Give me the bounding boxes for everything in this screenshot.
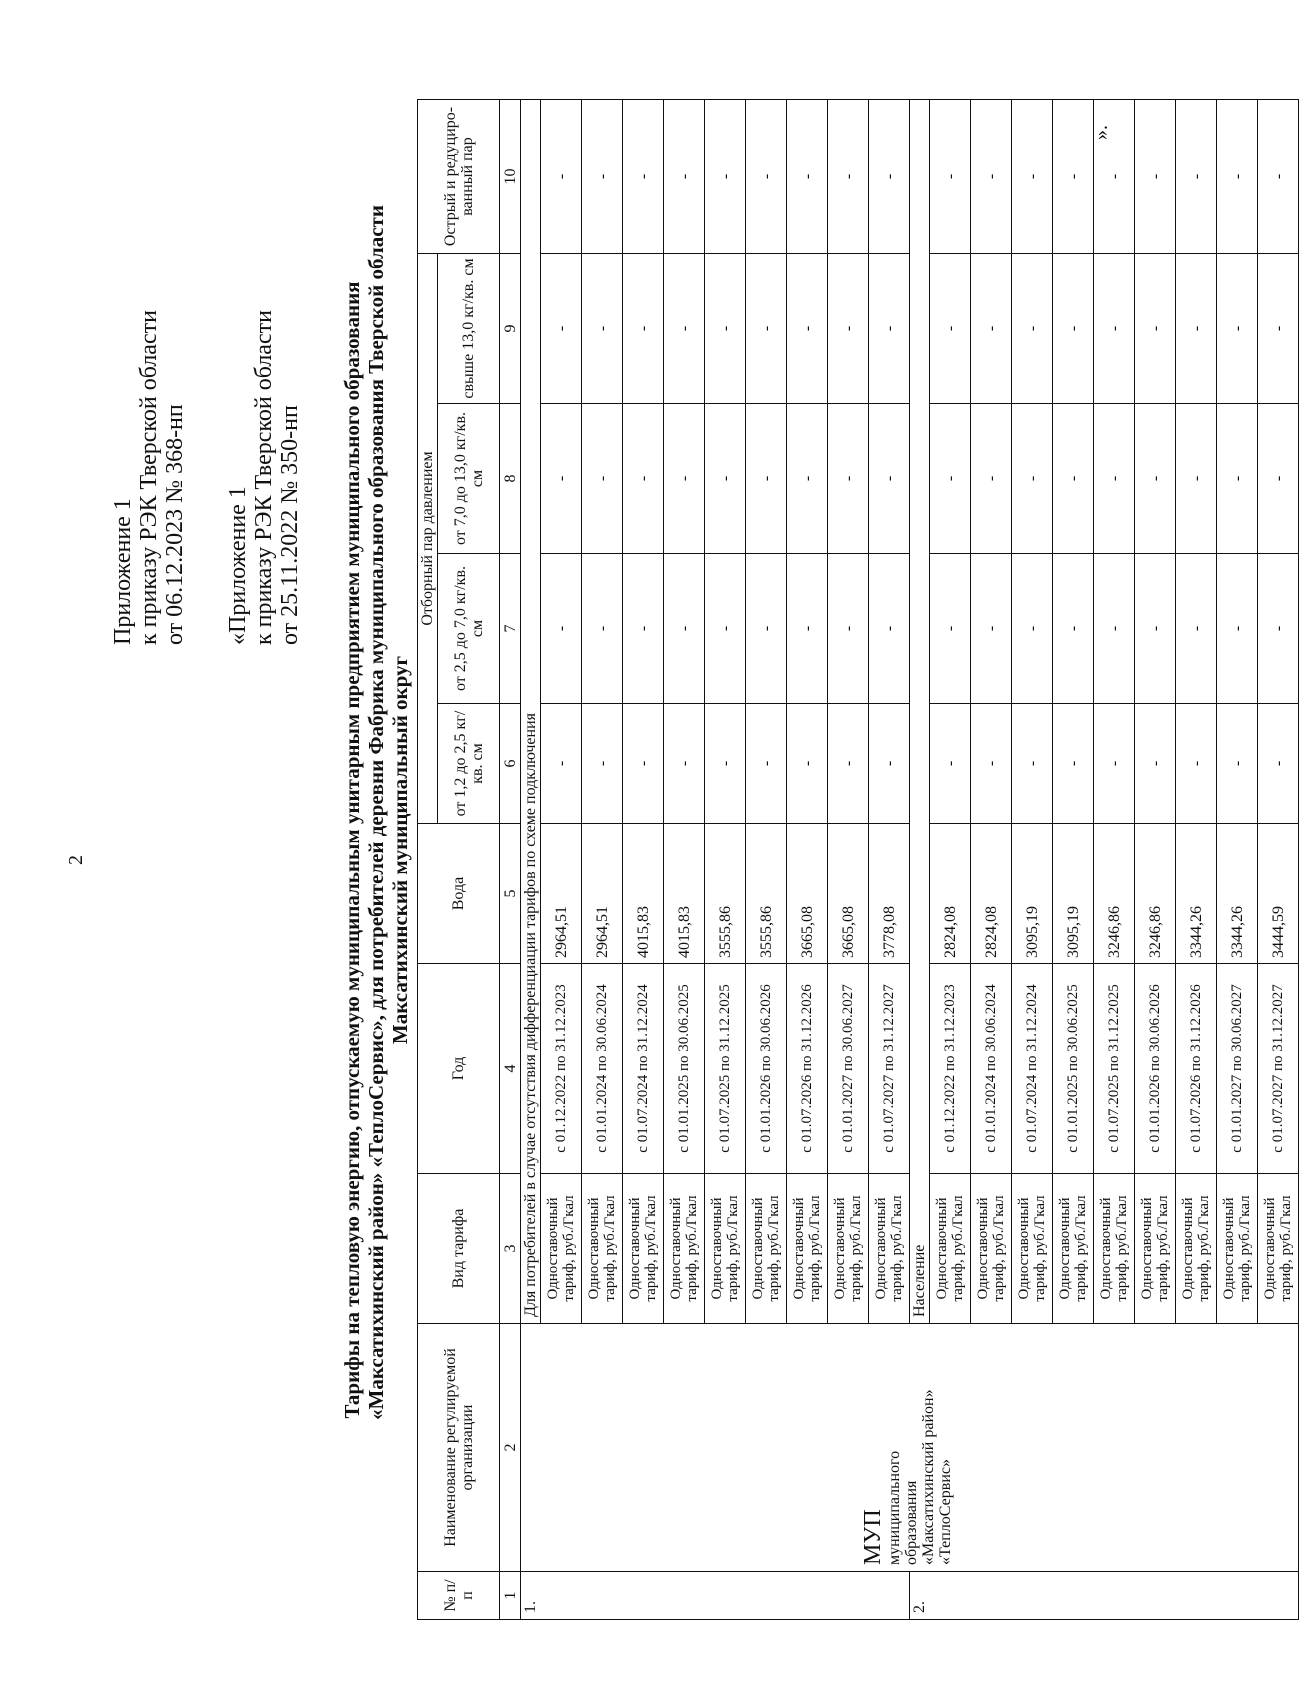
- steam-pressure-1-tariff: -: [1176, 704, 1217, 824]
- tariff-kind: [705, 1174, 746, 1324]
- column-number: 10: [500, 100, 521, 254]
- column-number: 6: [500, 704, 521, 824]
- tariff-kind-line2: тариф, руб./Гкал: [807, 1195, 823, 1302]
- tariff-period: с 01.07.2024 по 31.12.2024: [623, 964, 664, 1174]
- tariff-kind-line2: тариф, руб./Гкал: [889, 1195, 905, 1302]
- closing-mark: ».: [1090, 125, 1112, 140]
- tariff-period: с 01.12.2022 по 31.12.2023: [930, 964, 971, 1174]
- tariff-period: с 01.12.2022 по 31.12.2023: [541, 964, 582, 1174]
- steam-pressure-1-tariff: -: [828, 704, 869, 824]
- organization-name-line3: образования: [903, 1480, 920, 1565]
- tariff-kind-line1: Одноставочный: [832, 1197, 848, 1300]
- water-tariff: 3555,86: [705, 824, 746, 964]
- sharp-steam-tariff: -: [1176, 100, 1217, 254]
- steam-pressure-3-tariff: -: [1176, 404, 1217, 554]
- steam-pressure-2-tariff: -: [1258, 554, 1299, 704]
- column-number: 8: [500, 404, 521, 554]
- tariff-kind-line2: тариф, руб./Гкал: [1196, 1195, 1212, 1302]
- tariff-kind-line1: Одноставочный: [873, 1197, 889, 1300]
- water-tariff: 3246,86: [1135, 824, 1176, 964]
- tariff-period: с 01.01.2027 по 30.06.2027: [1217, 964, 1258, 1174]
- steam-pressure-4-tariff: -: [1012, 254, 1053, 404]
- steam-pressure-1-tariff: -: [1258, 704, 1299, 824]
- steam-pressure-2-tariff: -: [1217, 554, 1258, 704]
- tariff-kind-line1: Одноставочный: [709, 1197, 725, 1300]
- tariff-period: с 01.07.2026 по 31.12.2026: [787, 964, 828, 1174]
- sharp-steam-tariff: -: [746, 100, 787, 254]
- column-number: 1: [500, 1572, 521, 1620]
- title-line2: «Максатихинский район» «ТеплоСервис», для потребителей деревни Фабрика муниципального образования Тверской области: [364, 205, 388, 1420]
- steam-pressure-1-tariff: -: [664, 704, 705, 824]
- steam-pressure-3-tariff: -: [746, 404, 787, 554]
- tariff-kind: [623, 1174, 664, 1324]
- steam-pressure-2-tariff: -: [971, 554, 1012, 704]
- steam-pressure-1-tariff: -: [582, 704, 623, 824]
- steam-pressure-4-tariff: -: [971, 254, 1012, 404]
- header-year: Год: [418, 964, 500, 1174]
- steam-pressure-1-tariff: -: [623, 704, 664, 824]
- tariff-kind-line2: тариф, руб./Гкал: [561, 1195, 577, 1302]
- steam-pressure-1-tariff: -: [869, 704, 910, 824]
- tariff-kind: [869, 1174, 910, 1324]
- steam-pressure-3-tariff: -: [1217, 404, 1258, 554]
- tariff-kind-line1: Одноставочный: [1016, 1197, 1032, 1300]
- sharp-steam-tariff: -: [541, 100, 582, 254]
- water-tariff: 3095,19: [1012, 824, 1053, 964]
- steam-pressure-2-tariff: -: [1135, 554, 1176, 704]
- column-number: 3: [500, 1174, 521, 1324]
- tariff-kind-line1: Одноставочный: [791, 1197, 807, 1300]
- steam-pressure-3-tariff: -: [1053, 404, 1094, 554]
- water-tariff: 3095,19: [1053, 824, 1094, 964]
- water-tariff: 3778,08: [869, 824, 910, 964]
- steam-pressure-3-tariff: -: [541, 404, 582, 554]
- tariff-kind: [541, 1174, 582, 1324]
- steam-pressure-4-tariff: -: [1217, 254, 1258, 404]
- organization-name-line1: МУП: [860, 1509, 886, 1565]
- steam-pressure-1-tariff: -: [1053, 704, 1094, 824]
- steam-pressure-4-tariff: -: [930, 254, 971, 404]
- steam-pressure-4-tariff: -: [582, 254, 623, 404]
- sharp-steam-tariff: -: [1258, 100, 1299, 254]
- tariff-kind: [664, 1174, 705, 1324]
- steam-pressure-2-tariff: -: [828, 554, 869, 704]
- organization-name-line5: «ТеплоСервис»: [937, 1459, 954, 1565]
- steam-pressure-2-tariff: -: [664, 554, 705, 704]
- page-number: 2: [65, 855, 87, 865]
- steam-pressure-4-tariff: -: [746, 254, 787, 404]
- column-number: 5: [500, 824, 521, 964]
- tariff-kind: [1217, 1174, 1258, 1324]
- header-pressure-1: от 1,2 до 2,5 кг/кв. см: [438, 704, 500, 824]
- tariff-period: с 01.01.2024 по 30.06.2024: [582, 964, 623, 1174]
- tariff-kind: [582, 1174, 623, 1324]
- steam-pressure-2-tariff: -: [1176, 554, 1217, 704]
- water-tariff: 2964,51: [582, 824, 623, 964]
- tariff-period: с 01.01.2026 по 30.06.2026: [746, 964, 787, 1174]
- steam-pressure-2-tariff: -: [787, 554, 828, 704]
- sharp-steam-tariff: -: [664, 100, 705, 254]
- tariff-kind-line1: Одноставочный: [975, 1197, 991, 1300]
- tariff-kind-line1: Одноставочный: [750, 1197, 766, 1300]
- header-water: Вода: [418, 824, 500, 964]
- header-pressure-2: от 2,5 до 7,0 кг/кв. см: [438, 554, 500, 704]
- water-tariff: 4015,83: [623, 824, 664, 964]
- tariff-kind-line2: тариф, руб./Гкал: [1073, 1195, 1089, 1302]
- tariff-kind: [1258, 1174, 1299, 1324]
- water-tariff: 4015,83: [664, 824, 705, 964]
- document-page: [55, 80, 1294, 1640]
- column-number: 4: [500, 964, 521, 1174]
- tariff-kind-line1: Одноставочный: [627, 1197, 643, 1300]
- tariff-kind-line1: Одноставочный: [1057, 1197, 1073, 1300]
- water-tariff: 2824,08: [971, 824, 1012, 964]
- sharp-steam-tariff: -: [623, 100, 664, 254]
- appendix-current: [110, 125, 188, 645]
- tariff-kind: [787, 1174, 828, 1324]
- header-steam-group: Отборный пар давлением: [418, 254, 438, 824]
- water-tariff: 3665,08: [787, 824, 828, 964]
- steam-pressure-2-tariff: -: [582, 554, 623, 704]
- tariff-kind: [1176, 1174, 1217, 1324]
- water-tariff: 3665,08: [828, 824, 869, 964]
- sharp-steam-tariff: -: [705, 100, 746, 254]
- steam-pressure-3-tariff: -: [1135, 404, 1176, 554]
- sharp-steam-tariff: -: [869, 100, 910, 254]
- header-num: № п/ п: [418, 1572, 500, 1620]
- tariff-kind-line1: Одноставочный: [586, 1197, 602, 1300]
- steam-pressure-2-tariff: -: [1012, 554, 1053, 704]
- tariff-period: с 01.07.2027 по 31.12.2027: [869, 964, 910, 1174]
- steam-pressure-3-tariff: -: [828, 404, 869, 554]
- steam-pressure-1-tariff: -: [1094, 704, 1135, 824]
- water-tariff: 3444,59: [1258, 824, 1299, 964]
- tariff-kind: [930, 1174, 971, 1324]
- column-number: 9: [500, 254, 521, 404]
- title-line3: Максатихинский муниципальный округ: [388, 655, 412, 1045]
- tariff-kind-line2: тариф, руб./Гкал: [991, 1195, 1007, 1302]
- steam-pressure-1-tariff: -: [971, 704, 1012, 824]
- sharp-steam-tariff: -: [828, 100, 869, 254]
- tariff-period: с 01.01.2025 по 30.06.2025: [664, 964, 705, 1174]
- title-line1: Тарифы на тепловую энергию, отпускаемую муниципальным унитарным предприятием муниципального образования: [340, 281, 364, 1419]
- tariff-kind-line2: тариф, руб./Гкал: [1278, 1195, 1294, 1302]
- section-label: Для потребителей в случае отсутствия дифференциации тарифов по схеме подключения: [521, 100, 541, 1324]
- header-kind: Вид тарифа: [418, 1174, 500, 1324]
- sharp-steam-tariff: -: [1094, 100, 1135, 254]
- steam-pressure-4-tariff: -: [623, 254, 664, 404]
- tariff-kind: [1135, 1174, 1176, 1324]
- steam-pressure-3-tariff: -: [582, 404, 623, 554]
- tariff-kind-line2: тариф, руб./Гкал: [602, 1195, 618, 1302]
- sharp-steam-tariff: -: [582, 100, 623, 254]
- water-tariff: 2964,51: [541, 824, 582, 964]
- organization-name-line4: «Максатихинский район»: [920, 1389, 937, 1565]
- steam-pressure-2-tariff: -: [1094, 554, 1135, 704]
- steam-pressure-4-tariff: -: [1135, 254, 1176, 404]
- tariff-period: с 01.07.2026 по 31.12.2026: [1176, 964, 1217, 1174]
- sharp-steam-tariff: -: [1135, 100, 1176, 254]
- tariff-period: с 01.07.2025 по 31.12.2025: [1094, 964, 1135, 1174]
- steam-pressure-2-tariff: -: [541, 554, 582, 704]
- tariff-kind-line1: Одноставочный: [668, 1197, 684, 1300]
- water-tariff: 3555,86: [746, 824, 787, 964]
- tariff-kind: [1094, 1174, 1135, 1324]
- appendix-previous-line2: к приказу РЭК Тверской области: [251, 310, 277, 645]
- tariff-kind: [828, 1174, 869, 1324]
- steam-pressure-3-tariff: -: [869, 404, 910, 554]
- appendix-previous: [225, 125, 303, 645]
- header-org: Наименование регулируемой организации: [418, 1324, 500, 1572]
- steam-pressure-4-tariff: -: [1258, 254, 1299, 404]
- tariff-kind-line1: Одноставочный: [1139, 1197, 1155, 1300]
- document-title: [340, 205, 412, 1420]
- steam-pressure-1-tariff: -: [787, 704, 828, 824]
- sharp-steam-tariff: -: [930, 100, 971, 254]
- steam-pressure-1-tariff: -: [746, 704, 787, 824]
- tariff-period: с 01.01.2025 по 30.06.2025: [1053, 964, 1094, 1174]
- steam-pressure-2-tariff: -: [1053, 554, 1094, 704]
- header-pressure-4: свыше 13,0 кг/кв. см: [438, 254, 500, 404]
- tariff-kind-line1: Одноставочный: [1098, 1197, 1114, 1300]
- steam-pressure-4-tariff: -: [1094, 254, 1135, 404]
- steam-pressure-3-tariff: -: [1094, 404, 1135, 554]
- tariff-kind: [1012, 1174, 1053, 1324]
- steam-pressure-3-tariff: -: [623, 404, 664, 554]
- section-row: [521, 100, 541, 1620]
- steam-pressure-1-tariff: -: [1135, 704, 1176, 824]
- steam-pressure-4-tariff: -: [664, 254, 705, 404]
- water-tariff: 3344,26: [1176, 824, 1217, 964]
- organization-name: [521, 1324, 1299, 1572]
- tariff-kind: [1053, 1174, 1094, 1324]
- tariff-kind-line1: Одноставочный: [545, 1197, 561, 1300]
- appendix-previous-line3: от 25.11.2022 № 350-нп: [277, 405, 303, 645]
- tariff-kind-line2: тариф, руб./Гкал: [1032, 1195, 1048, 1302]
- steam-pressure-3-tariff: -: [705, 404, 746, 554]
- tariff-kind-line2: тариф, руб./Гкал: [766, 1195, 782, 1302]
- tariff-table: [417, 99, 1299, 1620]
- column-number-row: [500, 100, 521, 1620]
- sharp-steam-tariff: -: [971, 100, 1012, 254]
- steam-pressure-3-tariff: -: [664, 404, 705, 554]
- header-row-top: [418, 100, 438, 1620]
- tariff-kind-line2: тариф, руб./Гкал: [848, 1195, 864, 1302]
- tariff-period: с 01.07.2025 по 31.12.2025: [705, 964, 746, 1174]
- tariff-period: с 01.07.2027 по 31.12.2027: [1258, 964, 1299, 1174]
- appendix-current-line2: к приказу РЭК Тверской области: [136, 310, 162, 645]
- tariff-kind-line1: Одноставочный: [1180, 1197, 1196, 1300]
- column-number: 7: [500, 554, 521, 704]
- steam-pressure-1-tariff: -: [705, 704, 746, 824]
- tariff-period: с 01.01.2024 по 30.06.2024: [971, 964, 1012, 1174]
- steam-pressure-2-tariff: -: [869, 554, 910, 704]
- tariff-kind-line1: Одноставочный: [1262, 1197, 1278, 1300]
- steam-pressure-1-tariff: -: [541, 704, 582, 824]
- section-number: 2.: [910, 1572, 1299, 1620]
- tariff-kind: [746, 1174, 787, 1324]
- appendix-current-line1: Приложение 1: [110, 498, 136, 645]
- steam-pressure-3-tariff: -: [1258, 404, 1299, 554]
- sharp-steam-tariff: -: [1217, 100, 1258, 254]
- tariff-kind-line1: Одноставочный: [934, 1197, 950, 1300]
- tariff-kind-line2: тариф, руб./Гкал: [1237, 1195, 1253, 1302]
- sharp-steam-tariff: -: [787, 100, 828, 254]
- steam-pressure-4-tariff: -: [705, 254, 746, 404]
- tariff-kind-line2: тариф, руб./Гкал: [1155, 1195, 1171, 1302]
- sharp-steam-tariff: -: [1012, 100, 1053, 254]
- steam-pressure-4-tariff: -: [787, 254, 828, 404]
- tariff-kind-line2: тариф, руб./Гкал: [1114, 1195, 1130, 1302]
- steam-pressure-2-tariff: -: [930, 554, 971, 704]
- tariff-kind: [971, 1174, 1012, 1324]
- header-pressure-3: от 7,0 до 13,0 кг/кв. см: [438, 404, 500, 554]
- water-tariff: 3246,86: [1094, 824, 1135, 964]
- steam-pressure-1-tariff: -: [1012, 704, 1053, 824]
- organization-name-line2: муниципального: [886, 1450, 903, 1565]
- tariff-kind-line2: тариф, руб./Гкал: [684, 1195, 700, 1302]
- steam-pressure-1-tariff: -: [930, 704, 971, 824]
- steam-pressure-3-tariff: -: [787, 404, 828, 554]
- tariff-kind-line2: тариф, руб./Гкал: [643, 1195, 659, 1302]
- tariff-kind-line2: тариф, руб./Гкал: [950, 1195, 966, 1302]
- appendix-previous-line1: «Приложение 1: [225, 486, 251, 645]
- water-tariff: 2824,08: [930, 824, 971, 964]
- steam-pressure-3-tariff: -: [930, 404, 971, 554]
- tariff-period: с 01.01.2027 по 30.06.2027: [828, 964, 869, 1174]
- appendix-current-line3: от 06.12.2023 № 368-нп: [162, 404, 188, 645]
- section-label: Население: [910, 100, 930, 1324]
- steam-pressure-2-tariff: -: [746, 554, 787, 704]
- steam-pressure-4-tariff: -: [1176, 254, 1217, 404]
- tariff-kind-line1: Одноставочный: [1221, 1197, 1237, 1300]
- column-number: 2: [500, 1324, 521, 1572]
- steam-pressure-1-tariff: -: [1217, 704, 1258, 824]
- header-sharp-steam: Острый и редуциро-ванный пар: [418, 100, 500, 254]
- steam-pressure-3-tariff: -: [971, 404, 1012, 554]
- steam-pressure-4-tariff: -: [541, 254, 582, 404]
- water-tariff: 3344,26: [1217, 824, 1258, 964]
- steam-pressure-4-tariff: -: [1053, 254, 1094, 404]
- tariff-period: с 01.07.2024 по 31.12.2024: [1012, 964, 1053, 1174]
- section-number: 1.: [521, 1572, 910, 1620]
- tariff-period: с 01.01.2026 по 30.06.2026: [1135, 964, 1176, 1174]
- steam-pressure-4-tariff: -: [869, 254, 910, 404]
- steam-pressure-3-tariff: -: [1012, 404, 1053, 554]
- steam-pressure-2-tariff: -: [705, 554, 746, 704]
- tariff-kind-line2: тариф, руб./Гкал: [725, 1195, 741, 1302]
- steam-pressure-2-tariff: -: [623, 554, 664, 704]
- steam-pressure-4-tariff: -: [828, 254, 869, 404]
- sharp-steam-tariff: -: [1053, 100, 1094, 254]
